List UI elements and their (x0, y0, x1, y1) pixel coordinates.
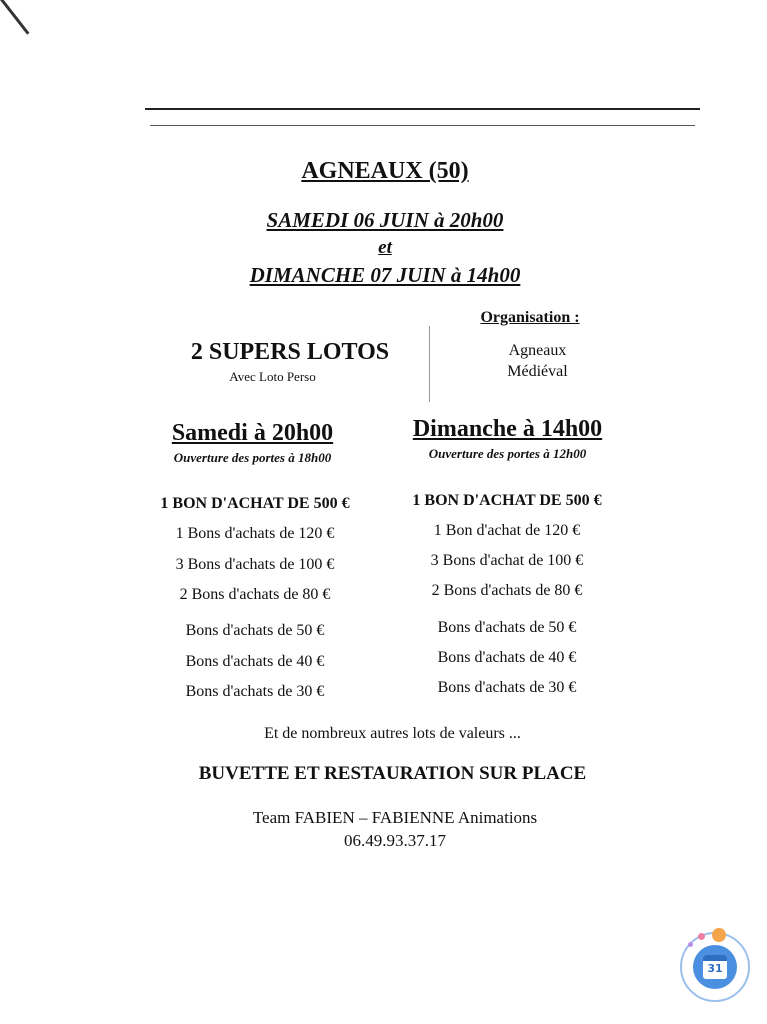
decor-dot-violet (688, 942, 693, 947)
decor-dot-orange (712, 928, 726, 942)
calendar-header (703, 955, 727, 961)
other-prizes-note: Et de nombreux autres lots de valeurs ... (264, 725, 521, 742)
saturday-prize: 2 Bons d'achats de 80 € (179, 586, 331, 603)
sunday-heading: Dimanche à 14h00 (412, 416, 603, 442)
sunday-prize: Bons d'achats de 30 € (437, 679, 577, 696)
calendar-icon (703, 955, 727, 979)
saturday-prize: Bons d'achats de 50 € (185, 622, 325, 639)
decor-dot-pink (698, 933, 705, 940)
event-subline: Avec Loto Perso (229, 369, 316, 384)
page-title: AGNEAUX (50) (301, 158, 469, 184)
date-connector: et (378, 237, 392, 258)
organisation-name-1: Agneaux (508, 342, 567, 359)
second-rule (150, 125, 695, 126)
badge-circle (693, 945, 737, 989)
phone-number: 06.49.93.37.17 (344, 831, 446, 850)
sunday-prize: 1 BON D'ACHAT DE 500 € (412, 492, 602, 509)
saturday-prize: 3 Bons d'achats de 100 € (175, 556, 335, 573)
sunday-prize: Bons d'achats de 40 € (437, 649, 577, 666)
sunday-prize: 2 Bons d'achats de 80 € (431, 582, 583, 599)
staple-mark (0, 0, 29, 35)
saturday-heading: Samedi à 20h00 (171, 420, 334, 446)
sunday-doors: Ouverture des portes à 12h00 (428, 446, 587, 461)
organisation-name-2: Médiéval (507, 363, 568, 380)
date-sunday: DIMANCHE 07 JUIN à 14h00 (249, 263, 521, 287)
saturday-prize: 1 Bons d'achats de 120 € (175, 525, 335, 542)
saturday-doors: Ouverture des portes à 18h00 (173, 450, 332, 465)
buvette-banner: BUVETTE ET RESTAURATION SUR PLACE (198, 763, 587, 784)
event-headline: 2 SUPERS LOTOS (190, 339, 390, 365)
sunday-prize: 1 Bon d'achat de 120 € (433, 522, 581, 539)
vertical-divider (429, 326, 430, 402)
date-saturday: SAMEDI 06 JUIN à 20h00 (266, 208, 504, 232)
saturday-prize: Bons d'achats de 30 € (185, 683, 325, 700)
calendar-day: 31 (707, 962, 723, 975)
saturday-prize: Bons d'achats de 40 € (185, 653, 325, 670)
saturday-prize: 1 BON D'ACHAT DE 500 € (160, 495, 350, 512)
calendar-badge[interactable] (680, 932, 750, 1002)
sunday-prize: 3 Bons d'achat de 100 € (430, 552, 584, 569)
organisation-label: Organisation : (480, 309, 580, 326)
team-credit: Team FABIEN – FABIENNE Animations (252, 808, 538, 827)
top-rule (145, 108, 700, 110)
sunday-prize: Bons d'achats de 50 € (437, 619, 577, 636)
